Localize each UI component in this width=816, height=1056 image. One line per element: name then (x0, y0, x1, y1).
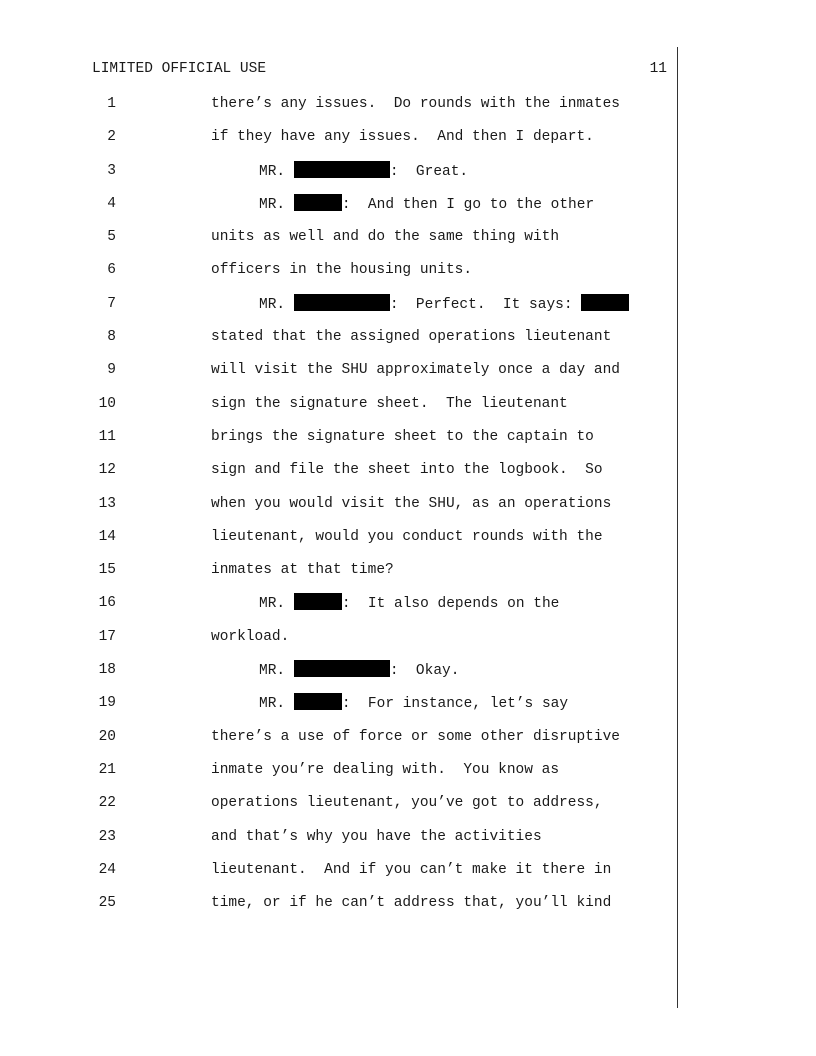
line-number: 3 (107, 162, 116, 179)
transcript-line (0, 394, 816, 427)
line-text: : Perfect. It says: (389, 296, 582, 313)
line-text: time, or if he can’t address that, you’ll kind (211, 895, 612, 912)
speaker-prefix: MR. (259, 163, 294, 180)
line-text: officers in the housing units. (211, 262, 473, 279)
line-number: 7 (107, 295, 116, 312)
line-text: : Great. (389, 163, 469, 180)
speaker-line (259, 294, 629, 315)
line-text: : Okay. (389, 663, 460, 680)
line-number: 13 (98, 495, 116, 512)
redaction-box (294, 593, 342, 610)
line-text: when you would visit the SHU, as an operations (211, 495, 612, 512)
transcript-line (0, 660, 816, 693)
transcript-line (0, 793, 816, 826)
line-text: and that’s why you have the activities (211, 828, 542, 845)
line-number: 17 (98, 628, 116, 645)
line-number: 10 (98, 395, 116, 412)
line-text: : It also depends on the (341, 596, 560, 613)
line-number: 5 (107, 229, 116, 246)
transcript-line (0, 693, 816, 726)
transcript-line (0, 494, 816, 527)
transcript-line (0, 227, 816, 260)
transcript-line (0, 760, 816, 793)
speaker-line (259, 693, 568, 714)
line-number: 20 (98, 728, 116, 745)
transcript-line (0, 893, 816, 926)
line-text: brings the signature sheet to the captain to (211, 428, 594, 445)
transcript-line (0, 827, 816, 860)
page-header (92, 61, 667, 81)
speaker-prefix: MR. (259, 196, 294, 213)
transcript-line (0, 593, 816, 626)
transcript-line (0, 360, 816, 393)
redaction-box (294, 161, 390, 178)
line-text: inmate you’re dealing with. You know as (211, 761, 560, 778)
line-number: 24 (98, 861, 116, 878)
transcript-line (0, 560, 816, 593)
line-number: 11 (98, 428, 116, 445)
line-text: sign the signature sheet. The lieutenant (211, 395, 568, 412)
redaction-box (581, 294, 629, 311)
classification-label: LIMITED OFFICIAL USE (92, 61, 267, 77)
line-number: 9 (107, 362, 116, 379)
line-text: there’s a use of force or some other disruptive (211, 728, 620, 745)
line-number: 14 (98, 528, 116, 545)
speaker-line (259, 660, 459, 681)
speaker-line (259, 161, 468, 182)
line-number: 16 (98, 595, 116, 612)
line-text: lieutenant. And if you can’t make it there in (211, 861, 612, 878)
transcript-line (0, 527, 816, 560)
line-number: 12 (98, 462, 116, 479)
transcript-line (0, 294, 816, 327)
transcript-line (0, 327, 816, 360)
transcript-line (0, 161, 816, 194)
transcript-line (0, 127, 816, 160)
page-number: 11 (649, 61, 667, 77)
speaker-line (259, 194, 594, 215)
speaker-prefix: MR. (259, 596, 294, 613)
speaker-prefix: MR. (259, 663, 294, 680)
redaction-box (294, 660, 390, 677)
transcript-line (0, 194, 816, 227)
line-number: 19 (98, 695, 116, 712)
speaker-prefix: MR. (259, 296, 294, 313)
line-text: there’s any issues. Do rounds with the inmates (211, 96, 620, 112)
line-text: workload. (211, 628, 290, 645)
transcript-line (0, 260, 816, 293)
line-number: 25 (98, 895, 116, 912)
transcript-line (0, 627, 816, 660)
line-number: 6 (107, 262, 116, 279)
line-number: 21 (98, 761, 116, 778)
transcript-line (0, 460, 816, 493)
line-number: 2 (107, 129, 116, 146)
line-text: units as well and do the same thing with (211, 229, 560, 246)
transcript-body (0, 94, 816, 926)
line-text: sign and file the sheet into the logbook. So (211, 462, 603, 479)
redaction-box (294, 194, 342, 211)
transcript-line (0, 427, 816, 460)
line-number: 22 (98, 795, 116, 812)
speaker-line (259, 593, 559, 614)
redaction-box (294, 294, 390, 311)
redaction-box (294, 693, 342, 710)
line-text: : And then I go to the other (341, 196, 595, 213)
line-number: 15 (98, 562, 116, 579)
line-text: inmates at that time? (211, 562, 394, 579)
line-text: lieutenant, would you conduct rounds with the (211, 528, 603, 545)
line-number: 8 (107, 329, 116, 346)
line-number: 4 (107, 195, 116, 212)
line-number: 23 (98, 828, 116, 845)
line-text: stated that the assigned operations lieutenant (211, 329, 612, 346)
line-number: 1 (107, 96, 116, 112)
transcript-line (0, 860, 816, 893)
line-text: operations lieutenant, you’ve got to address, (211, 795, 603, 812)
transcript-line (0, 94, 816, 127)
line-text: will visit the SHU approximately once a day and (211, 362, 620, 379)
line-number: 18 (98, 662, 116, 679)
transcript-line (0, 727, 816, 760)
speaker-prefix: MR. (259, 696, 294, 713)
line-text: : For instance, let’s say (341, 696, 569, 713)
line-text: if they have any issues. And then I depart. (211, 129, 594, 146)
